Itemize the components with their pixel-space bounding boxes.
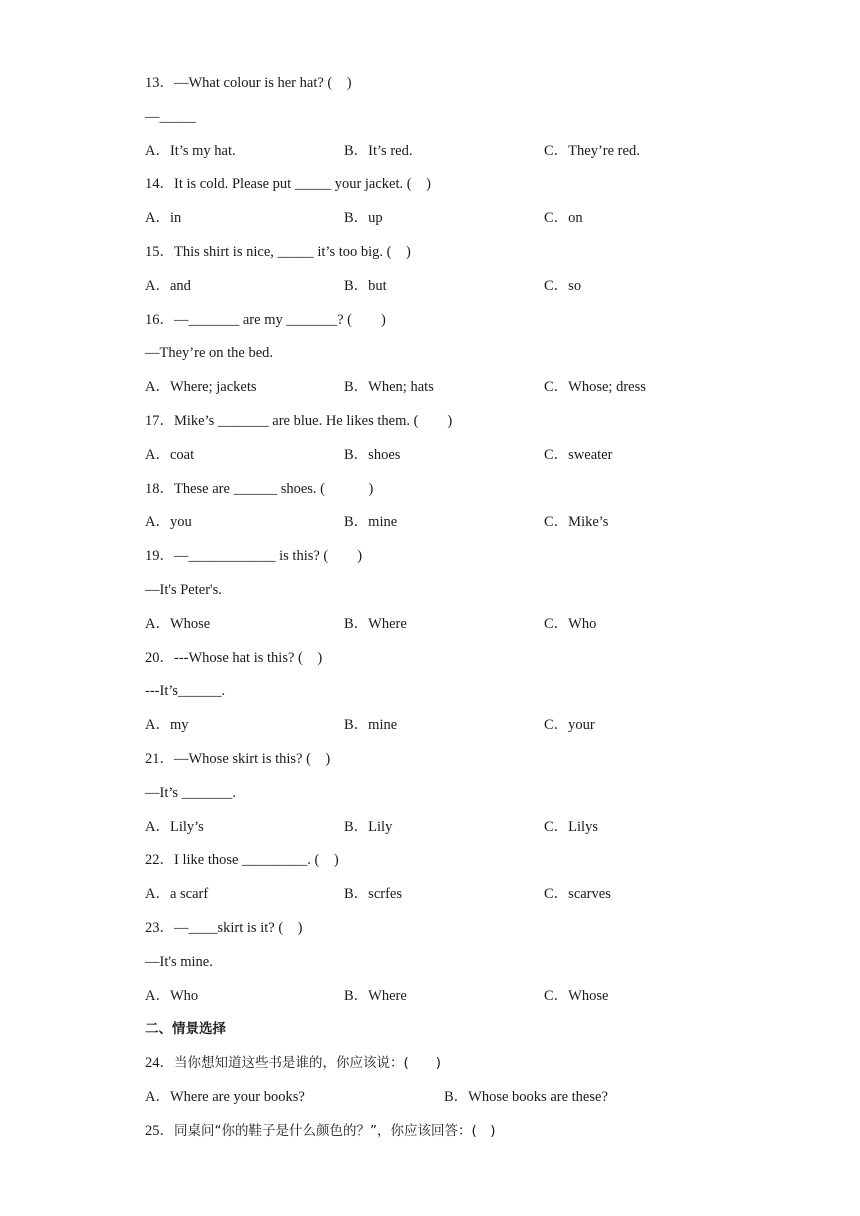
question-20-option-b: B．mine bbox=[344, 717, 398, 733]
question-25: 25．同桌问“你的鞋子是什么颜色的？”，你应该回答：( ) bbox=[145, 1123, 496, 1139]
question-16-option-c: C．Whose; dress bbox=[544, 379, 646, 395]
question-19-reply: —It's Peter's. bbox=[145, 582, 222, 598]
question-18-option-a: A．you bbox=[145, 514, 192, 530]
question-20: 20．---Whose hat is this? ( ) bbox=[145, 650, 323, 666]
question-20-option-a: A．my bbox=[145, 717, 189, 733]
question-14-option-a: A．in bbox=[145, 210, 182, 226]
question-21-option-c: C．Lilys bbox=[544, 819, 598, 835]
question-16-option-a: A．Where; jackets bbox=[145, 379, 257, 395]
question-13-reply: —_____ bbox=[145, 109, 196, 125]
question-24-option-a: A．Where are your books? bbox=[145, 1089, 305, 1105]
question-21-option-a: A．Lily’s bbox=[145, 819, 204, 835]
question-22-option-a: A．a scarf bbox=[145, 886, 209, 902]
question-19-option-b: B．Where bbox=[344, 616, 407, 632]
question-14-option-c: C．on bbox=[544, 210, 583, 226]
question-15-option-b: B．but bbox=[344, 278, 387, 294]
question-14: 14．It is cold. Please put _____ your jacket. ( ) bbox=[145, 176, 431, 192]
question-21: 21．—Whose skirt is this? ( ) bbox=[145, 751, 331, 767]
section-2-title: 二、情景选择 bbox=[145, 1021, 226, 1037]
question-20-option-c: C．your bbox=[544, 717, 595, 733]
question-23-reply: —It's mine. bbox=[145, 954, 213, 970]
question-14-option-b: B．up bbox=[344, 210, 383, 226]
question-22-option-c: C．scarves bbox=[544, 886, 611, 902]
question-17-option-b: B．shoes bbox=[344, 447, 401, 463]
question-16: 16．—_______ are my _______? ( ) bbox=[145, 312, 386, 328]
question-18: 18．These are ______ shoes. ( ) bbox=[145, 481, 374, 497]
question-16-reply: —They’re on the bed. bbox=[145, 345, 274, 361]
question-13-option-b: B．It’s red. bbox=[344, 143, 413, 159]
question-17-option-c: C．sweater bbox=[544, 447, 613, 463]
question-19-option-c: C．Who bbox=[544, 616, 597, 632]
question-22: 22．I like those _________. ( ) bbox=[145, 852, 339, 868]
question-21-option-b: B．Lily bbox=[344, 819, 393, 835]
question-19: 19．—____________ is this? ( ) bbox=[145, 548, 363, 564]
question-24: 24．当你想知道这些书是谁的，你应该说：( ) bbox=[145, 1055, 442, 1071]
question-23-option-b: B．Where bbox=[344, 988, 407, 1004]
question-19-option-a: A．Whose bbox=[145, 616, 211, 632]
question-22-option-b: B．scrfes bbox=[344, 886, 402, 902]
question-13-option-a: A．It’s my hat. bbox=[145, 143, 236, 159]
question-17: 17．Mike’s _______ are blue. He likes them. ( ) bbox=[145, 413, 453, 429]
question-18-option-c: C．Mike’s bbox=[544, 514, 609, 530]
question-24-option-b: B．Whose books are these? bbox=[444, 1089, 608, 1105]
question-23: 23．—____skirt is it? ( ) bbox=[145, 920, 303, 936]
question-23-option-c: C．Whose bbox=[544, 988, 609, 1004]
question-13: 13．—What colour is her hat? ( ) bbox=[145, 75, 352, 91]
question-20-reply: ---It’s______. bbox=[145, 683, 226, 699]
question-16-option-b: B．When; hats bbox=[344, 379, 434, 395]
question-15-option-a: A．and bbox=[145, 278, 191, 294]
question-15-option-c: C．so bbox=[544, 278, 582, 294]
question-18-option-b: B．mine bbox=[344, 514, 398, 530]
question-21-reply: —It’s _______. bbox=[145, 785, 237, 801]
question-23-option-a: A．Who bbox=[145, 988, 199, 1004]
question-13-option-c: C．They’re red. bbox=[544, 143, 640, 159]
question-17-option-a: A．coat bbox=[145, 447, 195, 463]
question-15: 15．This shirt is nice, _____ it’s too big. ( ) bbox=[145, 244, 411, 260]
